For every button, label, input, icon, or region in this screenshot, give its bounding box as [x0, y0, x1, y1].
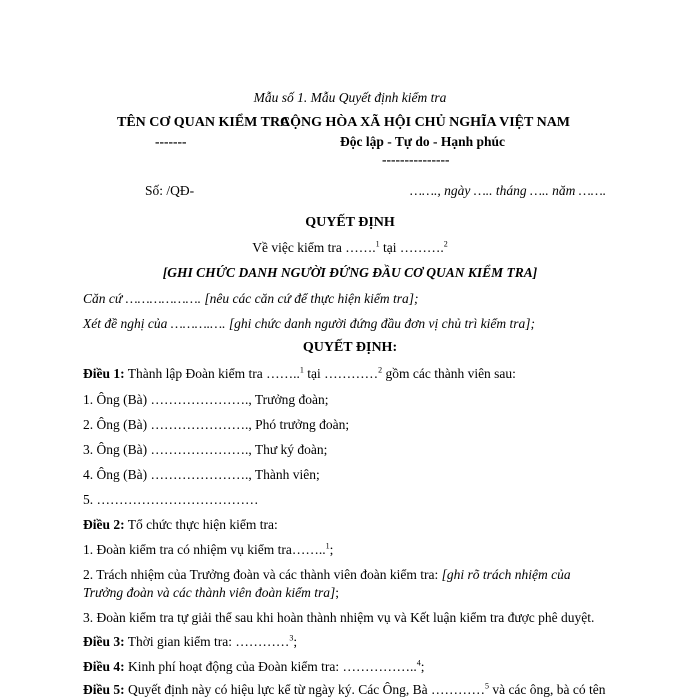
item-text: 1. Đoàn kiểm tra có nhiệm vụ kiểm tra…….. — [83, 542, 326, 557]
task-item-2-continued — [83, 585, 339, 601]
item-italic-text: Trưởng đoàn và các thành viên đoàn kiểm tra] — [83, 585, 336, 600]
article-label: Điều 1: — [83, 366, 125, 381]
article-label: Điều 4: — [83, 659, 125, 674]
proposal: Xét đề nghị của ……….…. [ghi chức danh người đứng đầu đơn vị chủ trì kiểm tra]; — [83, 316, 535, 331]
place-date: ……., ngày ….. tháng ….. năm ……. — [410, 183, 607, 198]
article-5 — [83, 682, 606, 698]
article-text: tại ………… — [303, 366, 379, 381]
member-item: 2. Ông (Bà) …………………., Phó trưởng đoàn; — [83, 417, 350, 432]
member-item: 5. ……………………………… — [83, 492, 259, 507]
article-2 — [83, 517, 278, 533]
footnote-ref: 3 — [289, 633, 294, 643]
document-title: QUYẾT ĐỊNH — [305, 215, 395, 230]
task-item-3: 3. Đoàn kiểm tra tự giải thể sau khi hoàn thành nhiệm vụ và Kết luận kiểm tra được phê duyệt. — [83, 610, 595, 625]
motto-dashes: --------------- — [382, 152, 450, 167]
document-subtitle — [0, 240, 700, 256]
article-4 — [83, 659, 424, 675]
legal-basis: Căn cứ ………………. [nêu các căn cứ để thực hiện kiểm tra]; — [83, 291, 419, 306]
item-text: ; — [329, 542, 334, 557]
issuer-title: [GHI CHỨC DANH NGƯỜI ĐỨNG ĐẦU CƠ QUAN KIỂM TRA] — [162, 265, 538, 280]
article-3 — [83, 634, 297, 650]
footnote-ref: 5 — [484, 681, 489, 691]
decision-heading: QUYẾT ĐỊNH: — [302, 340, 398, 355]
task-item-1 — [83, 542, 333, 558]
member-item: 3. Ông (Bà) …………………., Thư ký đoàn; — [83, 442, 328, 457]
article-1 — [83, 366, 516, 382]
subtitle-text: Về việc kiểm tra ……. — [252, 240, 376, 255]
article-text: ; — [293, 634, 298, 649]
footnote-ref: 1 — [325, 541, 330, 551]
item-text: ; — [335, 585, 340, 600]
task-item-2 — [83, 567, 571, 583]
article-label: Điều 2: — [83, 517, 125, 532]
item-text: 2. Trách nhiệm của Trưởng đoàn và các thành viên đoàn kiểm tra: — [83, 567, 442, 582]
form-label: Mẫu số 1. Mẫu Quyết định kiểm tra — [253, 90, 447, 105]
article-text: Thành lập Đoàn kiểm tra …….. — [124, 366, 300, 381]
item-italic-text: [ghi rõ trách nhiệm của — [441, 567, 571, 582]
footnote-ref: 2 — [378, 365, 383, 375]
article-text: Quyết định này có hiệu lực kể từ ngày ký. Các Ông, Bà ………… — [124, 682, 485, 697]
subtitle-text: tại ………. — [379, 240, 444, 255]
document-number: Số: /QĐ- — [145, 183, 195, 198]
agency-name: TÊN CƠ QUAN KIỂM TRA — [117, 115, 291, 130]
agency-dashes: ------- — [155, 134, 187, 149]
article-text: gồm các thành viên sau: — [382, 366, 516, 381]
article-label: Điều 3: — [83, 634, 125, 649]
article-text: Thời gian kiểm tra: ………… — [124, 634, 290, 649]
member-item: 4. Ông (Bà) …………………., Thành viên; — [83, 467, 320, 482]
article-text: ; — [420, 659, 425, 674]
article-label: Điều 5: — [83, 682, 125, 697]
footnote-ref: 2 — [443, 239, 448, 249]
country-name: CỘNG HÒA XÃ HỘI CHỦ NGHĨA VIỆT NAM — [280, 115, 571, 130]
article-text: và các ông, bà có tên — [488, 682, 606, 697]
article-text: Kinh phí hoạt động của Đoàn kiểm tra: …………….. — [124, 659, 417, 674]
footnote-ref: 1 — [375, 239, 380, 249]
article-text: Tổ chức thực hiện kiểm tra: — [124, 517, 278, 532]
footnote-ref: 1 — [299, 365, 304, 375]
motto: Độc lập - Tự do - Hạnh phúc — [340, 134, 506, 149]
member-item: 1. Ông (Bà) …………………., Trưởng đoàn; — [83, 392, 329, 407]
footnote-ref: 4 — [416, 658, 421, 668]
